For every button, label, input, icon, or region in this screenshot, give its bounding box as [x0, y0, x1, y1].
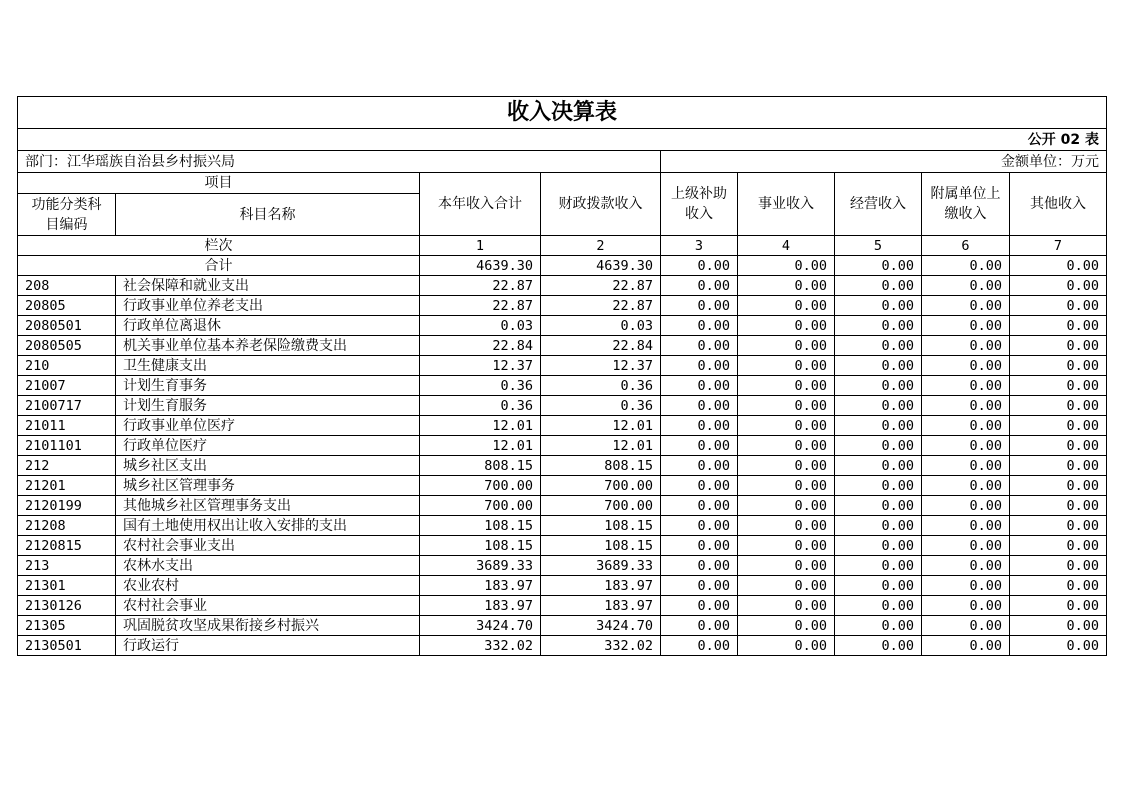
row-value: 108.15 — [420, 516, 541, 536]
row-value: 3689.33 — [420, 556, 541, 576]
total-value: 0.00 — [1010, 256, 1107, 276]
row-value: 22.87 — [420, 296, 541, 316]
row-value: 0.00 — [1010, 296, 1107, 316]
row-value: 0.00 — [835, 316, 922, 336]
row-subject-name: 机关事业单位基本养老保险缴费支出 — [116, 336, 420, 356]
row-value: 12.01 — [541, 416, 661, 436]
row-value: 183.97 — [420, 576, 541, 596]
row-value: 0.00 — [1010, 396, 1107, 416]
row-value: 108.15 — [541, 516, 661, 536]
page-title: 收入决算表 — [18, 97, 1107, 129]
col-num: 5 — [835, 236, 922, 256]
row-code: 20805 — [18, 296, 116, 316]
row-subject-name: 其他城乡社区管理事务支出 — [116, 496, 420, 516]
row-value: 0.00 — [922, 276, 1010, 296]
row-value: 108.15 — [541, 536, 661, 556]
row-subject-name: 计划生育事务 — [116, 376, 420, 396]
row-value: 0.00 — [1010, 276, 1107, 296]
table-row — [18, 296, 1107, 316]
row-value: 0.00 — [922, 536, 1010, 556]
row-value: 0.00 — [661, 376, 738, 396]
row-subject-name: 卫生健康支出 — [116, 356, 420, 376]
row-value: 0.00 — [738, 296, 835, 316]
row-value: 22.87 — [541, 276, 661, 296]
row-value: 0.00 — [922, 496, 1010, 516]
row-value: 0.00 — [922, 296, 1010, 316]
income-statement-table — [17, 96, 1107, 656]
row-value: 0.36 — [541, 376, 661, 396]
row-code: 21305 — [18, 616, 116, 636]
col-num: 7 — [1010, 236, 1107, 256]
row-code: 21208 — [18, 516, 116, 536]
row-value: 0.00 — [835, 356, 922, 376]
row-code: 2080505 — [18, 336, 116, 356]
row-value: 183.97 — [420, 596, 541, 616]
row-value: 0.00 — [1010, 416, 1107, 436]
table-row — [18, 636, 1107, 656]
row-subject-name: 行政事业单位医疗 — [116, 416, 420, 436]
row-value: 0.00 — [922, 396, 1010, 416]
row-value: 0.00 — [661, 296, 738, 316]
row-value: 12.37 — [420, 356, 541, 376]
row-code: 2130501 — [18, 636, 116, 656]
row-value: 0.00 — [738, 516, 835, 536]
row-subject-name: 国有土地使用权出让收入安排的支出 — [116, 516, 420, 536]
row-code: 21201 — [18, 476, 116, 496]
unit-label: 金额单位：万元 — [661, 151, 1107, 173]
row-subject-name: 计划生育服务 — [116, 396, 420, 416]
row-value: 0.00 — [661, 336, 738, 356]
row-value: 0.00 — [738, 276, 835, 296]
row-value: 0.00 — [661, 416, 738, 436]
row-value: 0.00 — [1010, 476, 1107, 496]
row-value: 0.00 — [922, 316, 1010, 336]
table-row — [18, 616, 1107, 636]
row-value: 0.00 — [835, 576, 922, 596]
table-row — [18, 596, 1107, 616]
col-num: 6 — [922, 236, 1010, 256]
row-value: 0.00 — [1010, 576, 1107, 596]
col-num: 1 — [420, 236, 541, 256]
total-value: 4639.30 — [420, 256, 541, 276]
row-value: 12.01 — [420, 416, 541, 436]
header-affiliated: 附属单位上缴收入 — [922, 173, 1010, 236]
row-value: 12.37 — [541, 356, 661, 376]
header-superior: 上级补助收入 — [661, 173, 738, 236]
row-value: 3424.70 — [420, 616, 541, 636]
row-value: 0.00 — [661, 356, 738, 376]
row-value: 0.00 — [1010, 596, 1107, 616]
row-value: 183.97 — [541, 596, 661, 616]
row-subject-name: 行政单位医疗 — [116, 436, 420, 456]
row-value: 0.00 — [922, 476, 1010, 496]
row-value: 0.00 — [835, 616, 922, 636]
row-value: 0.00 — [661, 616, 738, 636]
row-value: 0.00 — [1010, 516, 1107, 536]
header-subject-name: 科目名称 — [116, 194, 420, 236]
row-value: 0.00 — [835, 636, 922, 656]
row-value: 0.00 — [661, 456, 738, 476]
row-value: 0.00 — [661, 516, 738, 536]
row-code: 208 — [18, 276, 116, 296]
header-total-income: 本年收入合计 — [420, 173, 541, 236]
table-row — [18, 436, 1107, 456]
table-row — [18, 516, 1107, 536]
row-subject-name: 城乡社区管理事务 — [116, 476, 420, 496]
row-subject-name: 行政单位离退休 — [116, 316, 420, 336]
col-num: 2 — [541, 236, 661, 256]
row-code: 2080501 — [18, 316, 116, 336]
row-value: 0.00 — [738, 456, 835, 476]
header-item: 项目 — [18, 173, 420, 194]
table-row — [18, 536, 1107, 556]
row-subject-name: 城乡社区支出 — [116, 456, 420, 476]
row-value: 0.00 — [1010, 376, 1107, 396]
row-value: 0.00 — [835, 496, 922, 516]
row-value: 0.00 — [922, 436, 1010, 456]
row-subject-name: 农业农村 — [116, 576, 420, 596]
header-operating: 经营收入 — [835, 173, 922, 236]
row-subject-name: 巩固脱贫攻坚成果衔接乡村振兴 — [116, 616, 420, 636]
row-value: 0.00 — [738, 356, 835, 376]
table-row — [18, 336, 1107, 356]
row-value: 0.00 — [1010, 316, 1107, 336]
total-value: 0.00 — [661, 256, 738, 276]
table-row — [18, 376, 1107, 396]
department-label: 部门：江华瑶族自治县乡村振兴局 — [18, 151, 661, 173]
table-row — [18, 396, 1107, 416]
row-value: 0.00 — [1010, 456, 1107, 476]
row-value: 808.15 — [420, 456, 541, 476]
header-business: 事业收入 — [738, 173, 835, 236]
row-value: 12.01 — [420, 436, 541, 456]
col-num: 3 — [661, 236, 738, 256]
row-value: 0.00 — [738, 616, 835, 636]
row-value: 0.00 — [738, 636, 835, 656]
row-value: 0.00 — [1010, 356, 1107, 376]
row-code: 2120815 — [18, 536, 116, 556]
row-value: 0.00 — [835, 296, 922, 316]
table-row — [18, 476, 1107, 496]
table-row — [18, 276, 1107, 296]
row-value: 0.00 — [1010, 436, 1107, 456]
row-value: 0.00 — [922, 596, 1010, 616]
row-code: 21301 — [18, 576, 116, 596]
row-value: 0.00 — [738, 476, 835, 496]
row-value: 0.00 — [738, 416, 835, 436]
row-value: 0.00 — [922, 556, 1010, 576]
row-value: 0.00 — [922, 456, 1010, 476]
row-value: 0.00 — [922, 356, 1010, 376]
row-code: 210 — [18, 356, 116, 376]
row-value: 0.36 — [420, 396, 541, 416]
row-value: 0.00 — [661, 316, 738, 336]
row-value: 700.00 — [541, 476, 661, 496]
table-row — [18, 556, 1107, 576]
row-subject-name: 行政事业单位养老支出 — [116, 296, 420, 316]
table-row — [18, 496, 1107, 516]
row-value: 0.00 — [1010, 556, 1107, 576]
row-value: 183.97 — [541, 576, 661, 596]
row-value: 0.00 — [1010, 496, 1107, 516]
row-value: 0.00 — [835, 596, 922, 616]
row-value: 0.00 — [835, 556, 922, 576]
row-value: 108.15 — [420, 536, 541, 556]
row-value: 0.00 — [661, 576, 738, 596]
row-code: 21007 — [18, 376, 116, 396]
total-row — [18, 256, 1107, 276]
row-value: 0.00 — [738, 536, 835, 556]
row-value: 0.00 — [738, 596, 835, 616]
table-row — [18, 576, 1107, 596]
row-value: 700.00 — [420, 496, 541, 516]
row-value: 0.00 — [738, 496, 835, 516]
row-value: 0.00 — [922, 376, 1010, 396]
row-value: 0.00 — [661, 436, 738, 456]
row-code: 2101101 — [18, 436, 116, 456]
row-value: 0.00 — [922, 336, 1010, 356]
row-value: 808.15 — [541, 456, 661, 476]
row-value: 3689.33 — [541, 556, 661, 576]
row-value: 0.00 — [835, 536, 922, 556]
row-value: 12.01 — [541, 436, 661, 456]
total-label: 合计 — [18, 256, 420, 276]
row-value: 0.00 — [1010, 616, 1107, 636]
row-code: 2130126 — [18, 596, 116, 616]
row-value: 0.36 — [420, 376, 541, 396]
total-value: 0.00 — [738, 256, 835, 276]
row-value: 0.00 — [835, 416, 922, 436]
row-value: 0.00 — [835, 336, 922, 356]
row-value: 0.00 — [922, 616, 1010, 636]
row-subject-name: 农村社会事业支出 — [116, 536, 420, 556]
row-value: 700.00 — [420, 476, 541, 496]
row-value: 0.00 — [922, 636, 1010, 656]
table-row — [18, 456, 1107, 476]
row-value: 0.00 — [835, 516, 922, 536]
row-value: 0.00 — [738, 576, 835, 596]
row-value: 0.00 — [738, 316, 835, 336]
row-value: 0.00 — [661, 276, 738, 296]
doc-number: 公开 02 表 — [661, 129, 1107, 151]
row-value: 0.00 — [835, 456, 922, 476]
row-subject-name: 农林水支出 — [116, 556, 420, 576]
row-value: 0.00 — [738, 376, 835, 396]
row-value: 0.00 — [922, 416, 1010, 436]
row-value: 0.00 — [835, 396, 922, 416]
row-value: 0.00 — [922, 576, 1010, 596]
row-value: 0.00 — [661, 636, 738, 656]
row-value: 0.00 — [738, 336, 835, 356]
row-value: 0.00 — [738, 556, 835, 576]
row-value: 0.00 — [1010, 636, 1107, 656]
total-value: 4639.30 — [541, 256, 661, 276]
total-value: 0.00 — [835, 256, 922, 276]
row-value: 0.00 — [738, 396, 835, 416]
header-other: 其他收入 — [1010, 173, 1107, 236]
row-value: 700.00 — [541, 496, 661, 516]
row-value: 22.84 — [541, 336, 661, 356]
row-value: 0.00 — [661, 496, 738, 516]
row-value: 0.00 — [661, 536, 738, 556]
row-subject-name: 农村社会事业 — [116, 596, 420, 616]
row-value: 332.02 — [541, 636, 661, 656]
table-row — [18, 316, 1107, 336]
row-value: 0.03 — [420, 316, 541, 336]
blank-cell — [18, 129, 661, 151]
column-seq-label: 栏次 — [18, 236, 420, 256]
row-value: 0.00 — [1010, 336, 1107, 356]
row-value: 0.03 — [541, 316, 661, 336]
row-subject-name: 行政运行 — [116, 636, 420, 656]
row-value: 22.84 — [420, 336, 541, 356]
row-value: 332.02 — [420, 636, 541, 656]
row-value: 0.00 — [835, 476, 922, 496]
row-value: 0.00 — [922, 516, 1010, 536]
col-num: 4 — [738, 236, 835, 256]
row-value: 0.00 — [835, 376, 922, 396]
row-subject-name: 社会保障和就业支出 — [116, 276, 420, 296]
row-code: 213 — [18, 556, 116, 576]
row-value: 22.87 — [541, 296, 661, 316]
row-value: 0.36 — [541, 396, 661, 416]
row-value: 0.00 — [835, 276, 922, 296]
row-value: 0.00 — [661, 556, 738, 576]
row-value: 0.00 — [661, 476, 738, 496]
row-value: 0.00 — [661, 596, 738, 616]
row-value: 22.87 — [420, 276, 541, 296]
row-value: 0.00 — [661, 396, 738, 416]
row-code: 2100717 — [18, 396, 116, 416]
row-value: 0.00 — [835, 436, 922, 456]
row-value: 3424.70 — [541, 616, 661, 636]
total-value: 0.00 — [922, 256, 1010, 276]
table-row — [18, 416, 1107, 436]
header-func-code: 功能分类科目编码 — [18, 194, 116, 236]
table-row — [18, 356, 1107, 376]
row-value: 0.00 — [738, 436, 835, 456]
row-value: 0.00 — [1010, 536, 1107, 556]
row-code: 21011 — [18, 416, 116, 436]
header-fiscal: 财政拨款收入 — [541, 173, 661, 236]
row-code: 2120199 — [18, 496, 116, 516]
row-code: 212 — [18, 456, 116, 476]
